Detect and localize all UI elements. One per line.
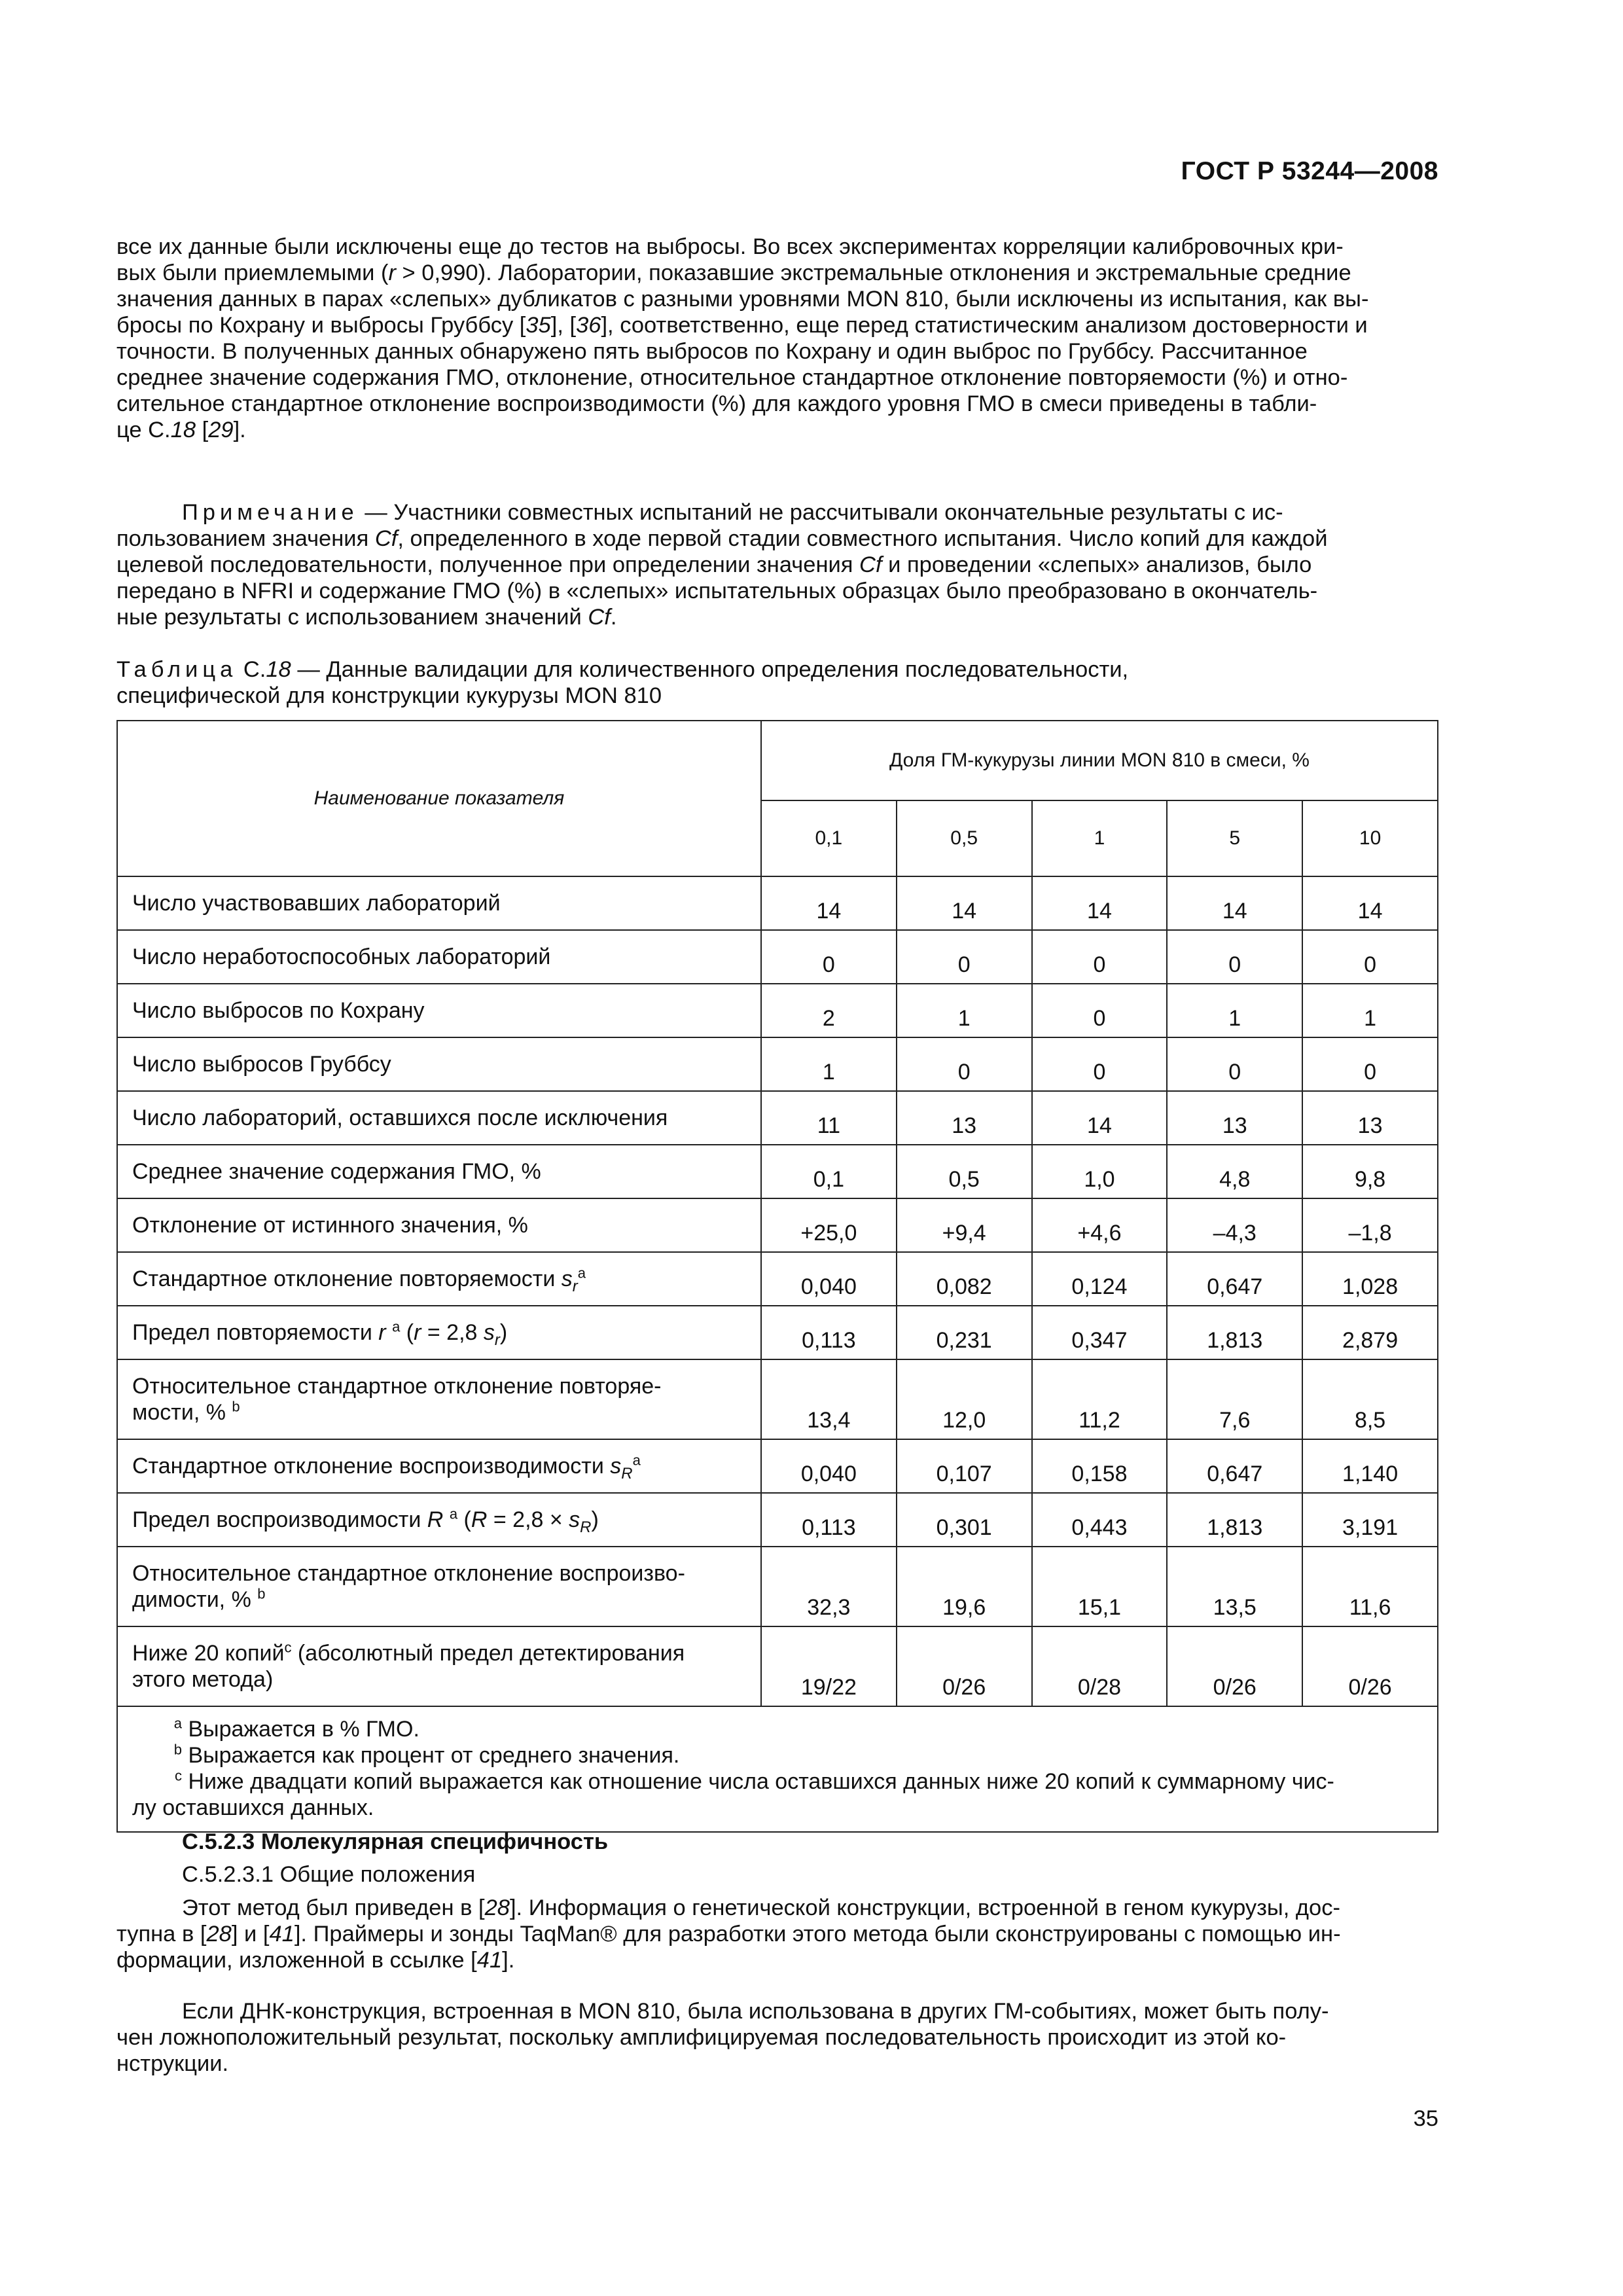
table-cell: 0/26 (1167, 1626, 1302, 1706)
table-row (117, 1198, 1438, 1252)
row-label: Число лабораторий, оставшихся после исключения (117, 1091, 761, 1145)
column-header: 0,5 (897, 800, 1032, 876)
table-cell: 14 (897, 876, 1032, 930)
text-line: Примечание — Участники совместных испытаний не рассчитывали окончательные результаты с ис- (182, 500, 1283, 525)
table-cell: 14 (1302, 876, 1438, 930)
text-line: Этот метод был приведен в [28]. Информация о генетической конструкции, встроенной в геном кукурузы, дос- (182, 1895, 1340, 1920)
table-cell: 14 (1032, 1091, 1168, 1145)
table-cell: 1,813 (1167, 1306, 1302, 1359)
table-cell: 0,1 (761, 1145, 897, 1198)
table-cell: 0,082 (897, 1252, 1032, 1306)
table-cell: 2 (761, 984, 897, 1037)
table-row (117, 1145, 1438, 1198)
table-cell: 0 (897, 1037, 1032, 1091)
table-cell: 1,813 (1167, 1493, 1302, 1547)
section-paragraph-2 (116, 1998, 1438, 2077)
row-label: Относительное стандартное отклонение повторяе- мости, % $^b$ (117, 1359, 761, 1439)
column-header: 5 (1167, 800, 1302, 876)
table-row (117, 1252, 1438, 1306)
row-label: Отклонение от истинного значения, % (117, 1198, 761, 1252)
column-header: 1 (1032, 800, 1168, 876)
table-cell: 0 (761, 930, 897, 984)
text-line: Если ДНК-конструкция, встроенная в MON 810, была использована в других ГМ-событиях, может быть полу- (182, 1999, 1329, 2024)
row-label: Число выбросов по Кохрану (117, 984, 761, 1037)
table-cell: 15,1 (1032, 1547, 1168, 1626)
text-line: бросы по Кохрану и выбросы Груббсу [35], [36], соответственно, еще перед статистическим анализом достоверности и (116, 313, 1368, 338)
table-cell: 13,4 (761, 1359, 897, 1439)
table-cell: 14 (1167, 876, 1302, 930)
table-cell: 0/26 (897, 1626, 1032, 1706)
table-caption: Таблица С.18 — Данные валидации для количественного определения последовательности, специфической для конструкции кукурузы MON 810 (116, 657, 1129, 708)
table-cell: 0 (1167, 930, 1302, 984)
row-label: Число неработоспособных лабораторий (117, 930, 761, 984)
table-cell: 0,124 (1032, 1252, 1168, 1306)
table-cell: 0,301 (897, 1493, 1032, 1547)
table-cell: –1,8 (1302, 1198, 1438, 1252)
text-line: точности. В полученных данных обнаружено пять выбросов по Кохрану и один выброс по Груббсу. Рассчитанное (116, 339, 1308, 364)
table-cell: 0,231 (897, 1306, 1032, 1359)
table-cell: 11,2 (1032, 1359, 1168, 1439)
table-cell: 0 (897, 930, 1032, 984)
intro-paragraph (116, 234, 1438, 443)
column-header: 0,1 (761, 800, 897, 876)
text-line: тупна в [28] и [41]. Праймеры и зонды TaqMan® для разработки этого метода были сконструированы с помощью ин- (116, 1922, 1341, 1946)
document-code: ГОСТ Р 53244—2008 (1181, 157, 1438, 185)
table-cell: 13 (897, 1091, 1032, 1145)
table-cell: 0,5 (897, 1145, 1032, 1198)
table-cell: 0,443 (1032, 1493, 1168, 1547)
text-line: це С.18 [29]. (116, 418, 246, 442)
row-label: Относительное стандартное отклонение воспроизво- димости, % $^b$ (117, 1547, 761, 1626)
text-line: среднее значение содержания ГМО, отклонение, относительное стандартное отклонение повторяемости (%) и отно- (116, 365, 1348, 390)
note-label: Примечание (182, 500, 359, 525)
table-cell: 0,113 (761, 1493, 897, 1547)
table-cell: 12,0 (897, 1359, 1032, 1439)
share-group-header: Доля ГМ-кукурузы линии MON 810 в смеси, % (761, 721, 1438, 800)
table-footnotes (117, 1706, 1438, 1832)
table-cell: +4,6 (1032, 1198, 1168, 1252)
table-row (117, 1359, 1438, 1439)
table-cell: 0/28 (1032, 1626, 1168, 1706)
table-cell: 1 (1302, 984, 1438, 1037)
table-cell: 11,6 (1302, 1547, 1438, 1626)
column-header: 10 (1302, 800, 1438, 876)
table-cell: 0 (1032, 1037, 1168, 1091)
table-cell: 1,028 (1302, 1252, 1438, 1306)
name-column-header: Наименование показателя (117, 721, 761, 876)
table-cell: 32,3 (761, 1547, 897, 1626)
table-row (117, 1626, 1438, 1706)
row-label: Число участвовавших лабораторий (117, 876, 761, 930)
document-page (116, 0, 1438, 2296)
text-line: передано в NFRI и содержание ГМО (%) в «слепых» испытательных образцах было преобразовано в окончатель- (116, 579, 1318, 603)
table-cell: +9,4 (897, 1198, 1032, 1252)
table-cell: 0,040 (761, 1252, 897, 1306)
table-cell: 1 (761, 1037, 897, 1091)
table-cell: 13,5 (1167, 1547, 1302, 1626)
validation-table (116, 720, 1438, 1833)
table-cell: 0,158 (1032, 1439, 1168, 1493)
table-cell: 0,040 (761, 1439, 897, 1493)
subsection-title: С.5.2.3.1 Общие положения (182, 1862, 476, 1887)
row-label: Среднее значение содержания ГМО, % (117, 1145, 761, 1198)
table-cell: 0,647 (1167, 1252, 1302, 1306)
table-cell: 0/26 (1302, 1626, 1438, 1706)
table-cell: 0,347 (1032, 1306, 1168, 1359)
table-cell: 14 (1032, 876, 1168, 930)
section-title: С.5.2.3 Молекулярная специфичность (182, 1829, 609, 1854)
table-cell: 0 (1167, 1037, 1302, 1091)
table-row (117, 1493, 1438, 1547)
table-row (117, 930, 1438, 984)
table-cell: 1,140 (1302, 1439, 1438, 1493)
table-row (117, 1547, 1438, 1626)
table-cell: 8,5 (1302, 1359, 1438, 1439)
section-paragraph-1 (116, 1895, 1438, 1973)
table-cell: 13 (1302, 1091, 1438, 1145)
row-label: Число выбросов Груббсу (117, 1037, 761, 1091)
table-cell: 19,6 (897, 1547, 1032, 1626)
table-cell: 1,0 (1032, 1145, 1168, 1198)
table-cell: 0,107 (897, 1439, 1032, 1493)
table-cell: 0 (1302, 1037, 1438, 1091)
row-label: Ниже 20 копий$^с$ (абсолютный предел детектирования этого метода) (117, 1626, 761, 1706)
row-label: Стандартное отклонение воспроизводимости $s_R^a$ (117, 1439, 761, 1493)
table-row (117, 984, 1438, 1037)
table-cell: 13 (1167, 1091, 1302, 1145)
table-cell: 1 (1167, 984, 1302, 1037)
row-label: Предел воспроизводимости R $^a$ $(R = 2,8 \times s_R)$ (117, 1493, 761, 1547)
table-cell: 0 (1302, 930, 1438, 984)
text-line: целевой последовательности, полученное при определении значения Cf и проведении «слепых» анализов, было (116, 552, 1312, 577)
text-line: значения данных в парах «слепых» дубликатов с разными уровнями MON 810, были исключены из испытания, как вы- (116, 287, 1369, 312)
footnote: $^c$ Ниже двадцати копий выражается как отношение числа оставшихся данных ниже 20 копий к суммарному чис- лу оставшихся данных. (132, 1767, 1334, 1820)
table-row (117, 1306, 1438, 1359)
table-row (117, 1037, 1438, 1091)
table-cell: +25,0 (761, 1198, 897, 1252)
table-cell: 0 (1032, 930, 1168, 984)
table-cell: 0,647 (1167, 1439, 1302, 1493)
table-cell: 2,879 (1302, 1306, 1438, 1359)
table-cell: 0 (1032, 984, 1168, 1037)
table-cell: 19/22 (761, 1626, 897, 1706)
footnote: $^a$ Выражается в % ГМО. (173, 1715, 419, 1742)
table-cell: –4,3 (1167, 1198, 1302, 1252)
footnote: $^b$ Выражается как процент от среднего значения. (173, 1741, 680, 1768)
text-line: нструкции. (116, 2051, 229, 2076)
row-label: Стандартное отклонение повторяемости $s_r^a$ (117, 1252, 761, 1306)
text-line: формации, изложенной в ссылке [41]. (116, 1948, 515, 1973)
text-line: пользованием значения Cf, определенного в ходе первой стадии совместного испытания. Число копий для каждой (116, 526, 1328, 551)
table-row (117, 1091, 1438, 1145)
table-cell: 7,6 (1167, 1359, 1302, 1439)
table-cell: 1 (897, 984, 1032, 1037)
note-paragraph (116, 499, 1438, 630)
text-line: чен ложноположительный результат, поскольку амплифицируемая последовательность происходит из этой ко- (116, 2025, 1287, 2050)
text-line: ные результаты с использованием значений Cf. (116, 605, 617, 630)
row-label: Предел повторяемости r $^a$ (r = 2,8 $s_r$) (117, 1306, 761, 1359)
table-cell: 0,113 (761, 1306, 897, 1359)
table-cell: 14 (761, 876, 897, 930)
table-row (117, 1439, 1438, 1493)
table-row (117, 876, 1438, 930)
table-cell: 11 (761, 1091, 897, 1145)
table-cell: 3,191 (1302, 1493, 1438, 1547)
page-number: 35 (1413, 2106, 1438, 2131)
text-line: сительное стандартное отклонение воспроизводимости (%) для каждого уровня ГМО в смеси приведены в табли- (116, 391, 1317, 416)
text-line: вых были приемлемыми (r > 0,990). Лаборатории, показавшие экстремальные отклонения и экстремальные средние (116, 260, 1351, 285)
table-cell: 4,8 (1167, 1145, 1302, 1198)
table-cell: 9,8 (1302, 1145, 1438, 1198)
text-line: все их данные были исключены еще до тестов на выбросы. Во всех экспериментах корреляции калибровочных кри- (116, 234, 1344, 259)
